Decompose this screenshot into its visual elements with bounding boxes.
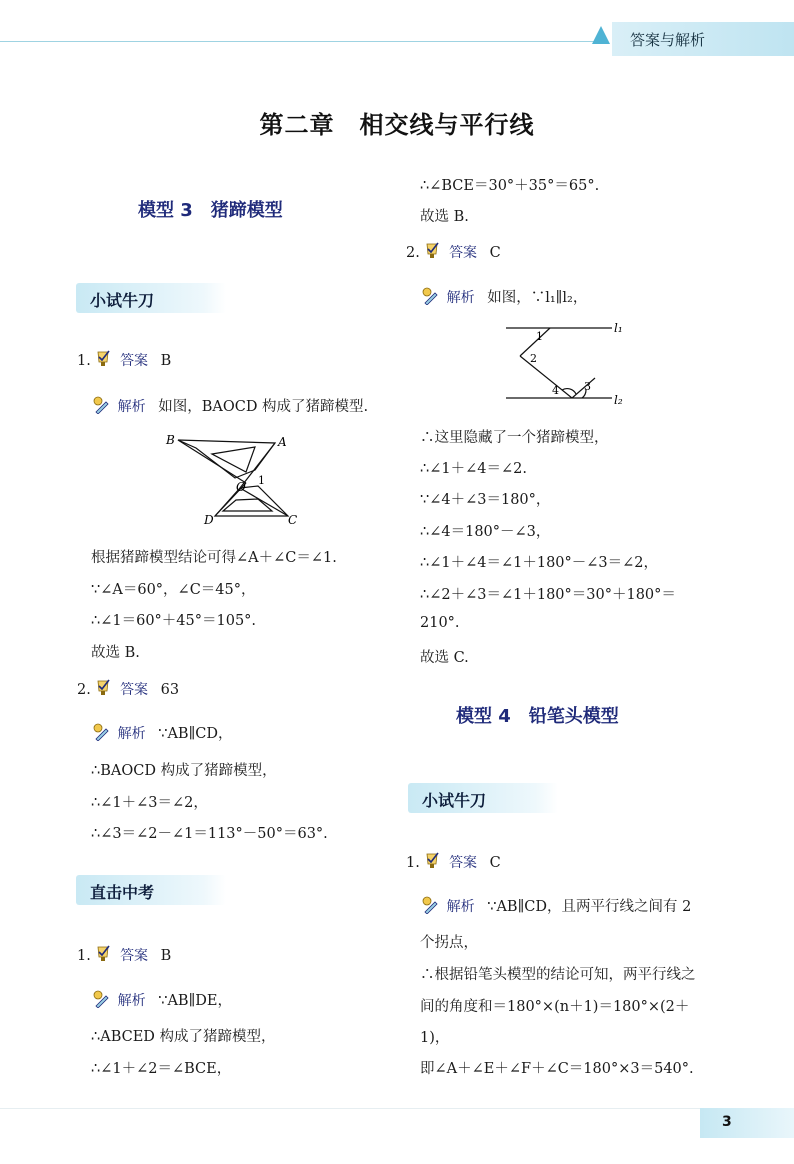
fig1-label-D: D <box>204 513 214 527</box>
header-triangle-decoration <box>592 26 610 44</box>
q2-number: 2. <box>77 682 91 698</box>
q4-answer-label: 答案 <box>449 245 478 261</box>
q3-continued-line: 故选 B. <box>420 209 469 225</box>
q2-answer-value: 63 <box>160 682 180 698</box>
section-tag-label: 直击中考 <box>90 883 155 902</box>
section-tag-practice-right <box>408 783 558 813</box>
fig2-label-2: 2 <box>530 352 537 365</box>
fig2-label-l2: l₂ <box>614 393 623 407</box>
q2-line: ∴∠1＋∠3＝∠2， <box>91 795 208 811</box>
q4-analysis-row <box>422 286 587 307</box>
analysis-pencil-icon <box>93 396 109 414</box>
q4-line: ∴∠2＋∠3＝∠1＋180°＝30°＋180°＝ <box>420 587 676 603</box>
q1-line: 根据猪蹄模型结论可得∠A＋∠C＝∠1. <box>91 550 337 566</box>
q2-answer-row <box>77 679 179 699</box>
fig1-label-1: 1 <box>258 474 265 487</box>
q1-answer-row <box>77 350 171 370</box>
q3-number: 1. <box>77 948 91 964</box>
q3-analysis-intro: ∵AB∥DE， <box>158 993 232 1009</box>
q3-answer-row <box>77 945 171 965</box>
fig2-label-3: 3 <box>584 380 591 393</box>
q3-line: ∴ABCED 构成了猪蹄模型， <box>91 1029 276 1045</box>
header-rule <box>0 41 600 42</box>
analysis-pencil-icon <box>93 990 109 1008</box>
q1-analysis-intro: 如图，BAOCD 构成了猪蹄模型. <box>158 399 369 415</box>
analysis-pencil-icon <box>93 723 109 741</box>
q2-answer-label: 答案 <box>120 682 149 698</box>
fig2-label-1: 1 <box>536 330 543 343</box>
q1-analysis-label: 解析 <box>117 399 146 415</box>
section-tag-label: 小试牛刀 <box>422 791 487 810</box>
q4-line: 210°. <box>420 615 460 631</box>
q2-line: ∴BAOCD 构成了猪蹄模型， <box>91 763 277 779</box>
fig2-label-4: 4 <box>552 384 559 397</box>
answer-check-icon <box>95 350 111 368</box>
pig-hoof-model-figure <box>160 428 310 533</box>
q4-line: ∴∠4＝180°－∠3， <box>420 524 551 540</box>
model-3-title: 模型 3 猪蹄模型 <box>138 200 283 221</box>
section-tag-practice-left <box>76 283 226 313</box>
answer-check-icon <box>424 852 440 870</box>
analysis-pencil-icon <box>422 287 438 305</box>
q5-answer-value: C <box>489 855 501 871</box>
footer-rule <box>0 1108 700 1109</box>
q5-line: 个拐点， <box>420 935 478 951</box>
q4-analysis-intro: 如图，∵l₁∥l₂， <box>487 290 588 306</box>
q4-line: ∵∠4＋∠3＝180°， <box>420 492 551 508</box>
q4-line: ∴这里隐藏了一个猪蹄模型， <box>420 430 609 446</box>
chapter-title: 第二章 相交线与平行线 <box>259 111 535 139</box>
q5-line: 1)， <box>420 1030 450 1046</box>
answer-check-icon <box>424 242 440 260</box>
q1-line: ∵∠A＝60°，∠C＝45°， <box>91 582 256 598</box>
q3-line: ∴∠1＋∠2＝∠BCE， <box>91 1061 232 1077</box>
q2-analysis-label: 解析 <box>117 726 146 742</box>
q4-number: 2. <box>406 245 420 261</box>
page-number-bar <box>700 1108 794 1138</box>
q2-analysis-intro: ∵AB∥CD， <box>158 726 233 742</box>
q4-answer-value: C <box>489 245 501 261</box>
q1-line: 故选 B. <box>91 645 140 661</box>
q1-number: 1. <box>77 353 91 369</box>
fig2-label-l1: l₁ <box>614 321 623 335</box>
q1-analysis-row <box>93 395 368 416</box>
q5-analysis-row <box>422 895 691 916</box>
q3-answer-label: 答案 <box>120 948 149 964</box>
q3-analysis-row <box>93 989 232 1010</box>
q3-continued-line: ∴∠BCE＝30°＋35°＝65°. <box>420 178 600 194</box>
q1-answer-value: B <box>160 353 172 369</box>
q5-answer-label: 答案 <box>449 855 478 871</box>
header-tab-label: 答案与解析 <box>630 31 706 49</box>
parallel-lines-figure <box>500 318 630 410</box>
section-tag-label: 小试牛刀 <box>90 291 155 310</box>
q5-analysis-intro: ∵AB∥CD，且两平行线之间有 2 <box>487 899 692 915</box>
answer-check-icon <box>95 945 111 963</box>
answer-check-icon <box>95 679 111 697</box>
fig1-label-O: O <box>236 480 246 494</box>
analysis-pencil-icon <box>422 896 438 914</box>
q4-line: 故选 C. <box>420 650 469 666</box>
q4-answer-row <box>406 242 501 262</box>
section-tag-exam <box>76 875 226 905</box>
page-number: 3 <box>722 1114 732 1130</box>
q2-analysis-row <box>93 722 233 743</box>
q2-line: ∴∠3＝∠2－∠1＝113°－50°＝63°. <box>91 826 328 842</box>
model-4-title: 模型 4 铅笔头模型 <box>456 706 619 727</box>
q1-line: ∴∠1＝60°＋45°＝105°. <box>91 613 257 629</box>
q4-analysis-label: 解析 <box>446 290 475 306</box>
fig1-label-B: B <box>166 433 175 447</box>
q4-line: ∴∠1＋∠4＝∠1＋180°－∠3＝∠2， <box>420 555 659 571</box>
q5-analysis-label: 解析 <box>446 899 475 915</box>
fig1-label-A: A <box>278 435 287 449</box>
q3-analysis-label: 解析 <box>117 993 146 1009</box>
q3-answer-value: B <box>160 948 172 964</box>
q1-answer-label: 答案 <box>120 353 149 369</box>
q5-answer-row <box>406 852 501 872</box>
q5-line: 间的角度和＝180°×(n＋1)＝180°×(2＋ <box>420 999 690 1015</box>
q4-line: ∴∠1＋∠4＝∠2. <box>420 461 527 477</box>
q5-line: 即∠A＋∠E＋∠F＋∠C＝180°×3＝540°. <box>420 1061 694 1077</box>
q5-number: 1. <box>406 855 420 871</box>
q5-line: ∴根据铅笔头模型的结论可知，两平行线之 <box>420 967 696 983</box>
fig1-label-C: C <box>288 513 298 527</box>
